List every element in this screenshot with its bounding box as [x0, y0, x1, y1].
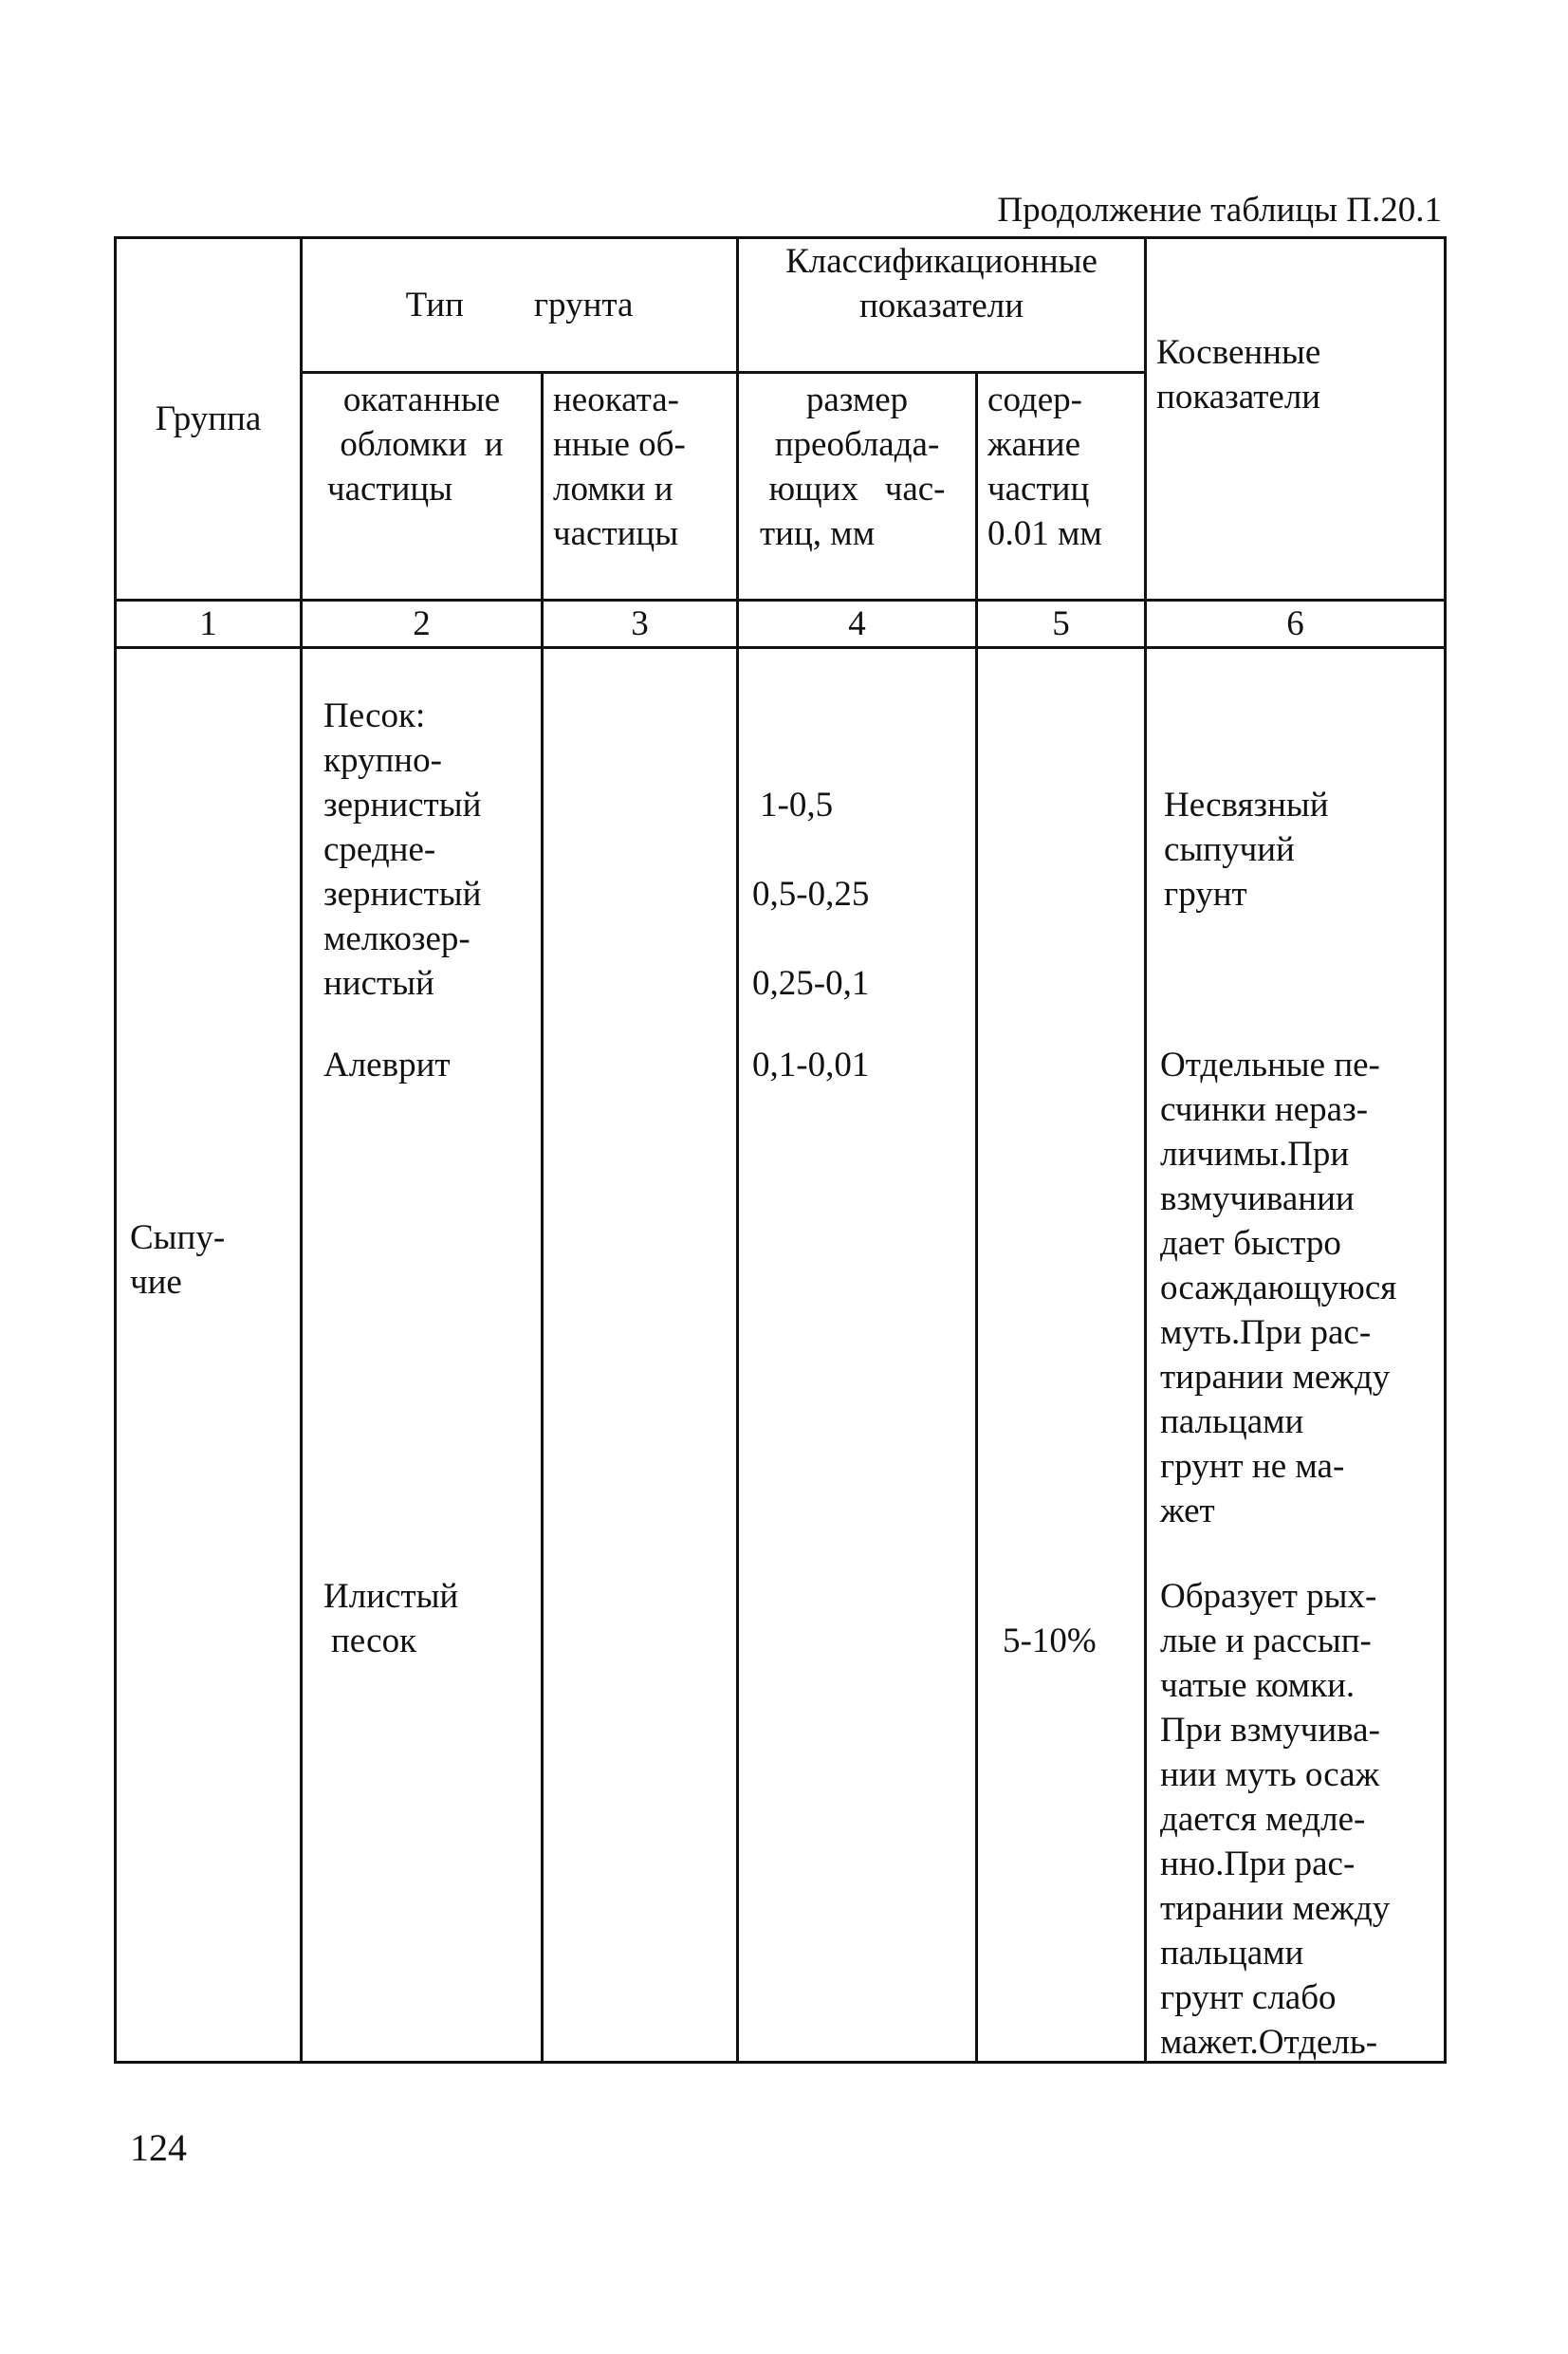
column-numbers-row: [116, 601, 1446, 648]
size-coarse: 1-0,5: [760, 786, 834, 825]
group-value: Сыпу- чие: [130, 1218, 226, 1302]
table-continuation-label: Продолжение таблицы П.20.1: [997, 191, 1442, 230]
cell-indirect: [1146, 648, 1446, 2063]
cell-sizes: [738, 648, 977, 2063]
silty-sand-type: Илистый песок: [323, 1577, 459, 1660]
size-aleurite: 0,1-0,01: [752, 1046, 870, 1084]
sand-indirect: Несвязный сыпучий грунт: [1164, 786, 1329, 914]
silty-sand-content: 5-10%: [1003, 1622, 1097, 1660]
cell-rounded-types: [302, 648, 543, 2063]
aleurite-type: Алеврит: [323, 1046, 451, 1084]
table-body-row: [116, 648, 1446, 2063]
column-number: 4: [738, 601, 977, 648]
header-rounded: окатанные обломки и частицы: [302, 373, 543, 601]
aleurite-indirect: Отдельные пе- счинки нераз- личимы.При взмучивании дает быстро осаждающуюся муть.При рас- тирании между пальцами грунт не ма- жет: [1160, 1046, 1397, 1530]
cell-content: [977, 648, 1146, 2063]
silty-sand-indirect: Образует рых- лые и рассып- чатые комки. При взмучива- нии муть осаж дается медле- нно.При рас- тирании между пальцами грунт слабо мажет.Отдель-: [1160, 1577, 1391, 2062]
page-number: 124: [130, 2126, 187, 2169]
header-unrounded: неоката- нные об- ломки и частицы: [543, 373, 738, 601]
cell-group: [116, 648, 302, 2063]
header-size: размер преоблада- ющих час- тиц, мм: [738, 373, 977, 601]
header-classification: Классификационные показатели: [738, 238, 1146, 373]
column-number: 2: [302, 601, 543, 648]
cell-unrounded-types: [543, 648, 738, 2063]
column-number: 1: [116, 601, 302, 648]
header-content: содер- жание частиц 0.01 мм: [977, 373, 1146, 601]
column-number: 3: [543, 601, 738, 648]
size-medium: 0,5-0,25: [752, 875, 870, 914]
soil-classification-table: [114, 236, 1447, 2064]
header-indirect: Косвенные показатели: [1146, 238, 1446, 601]
column-number: 6: [1146, 601, 1446, 648]
size-fine: 0,25-0,1: [752, 964, 870, 1003]
header-group: Группа: [116, 238, 302, 601]
column-number: 5: [977, 601, 1146, 648]
header-soil-type: Тип грунта: [302, 238, 738, 373]
sand-types: Песок: крупно- зернистый средне- зернистый мелкозер- нистый: [323, 696, 482, 1003]
